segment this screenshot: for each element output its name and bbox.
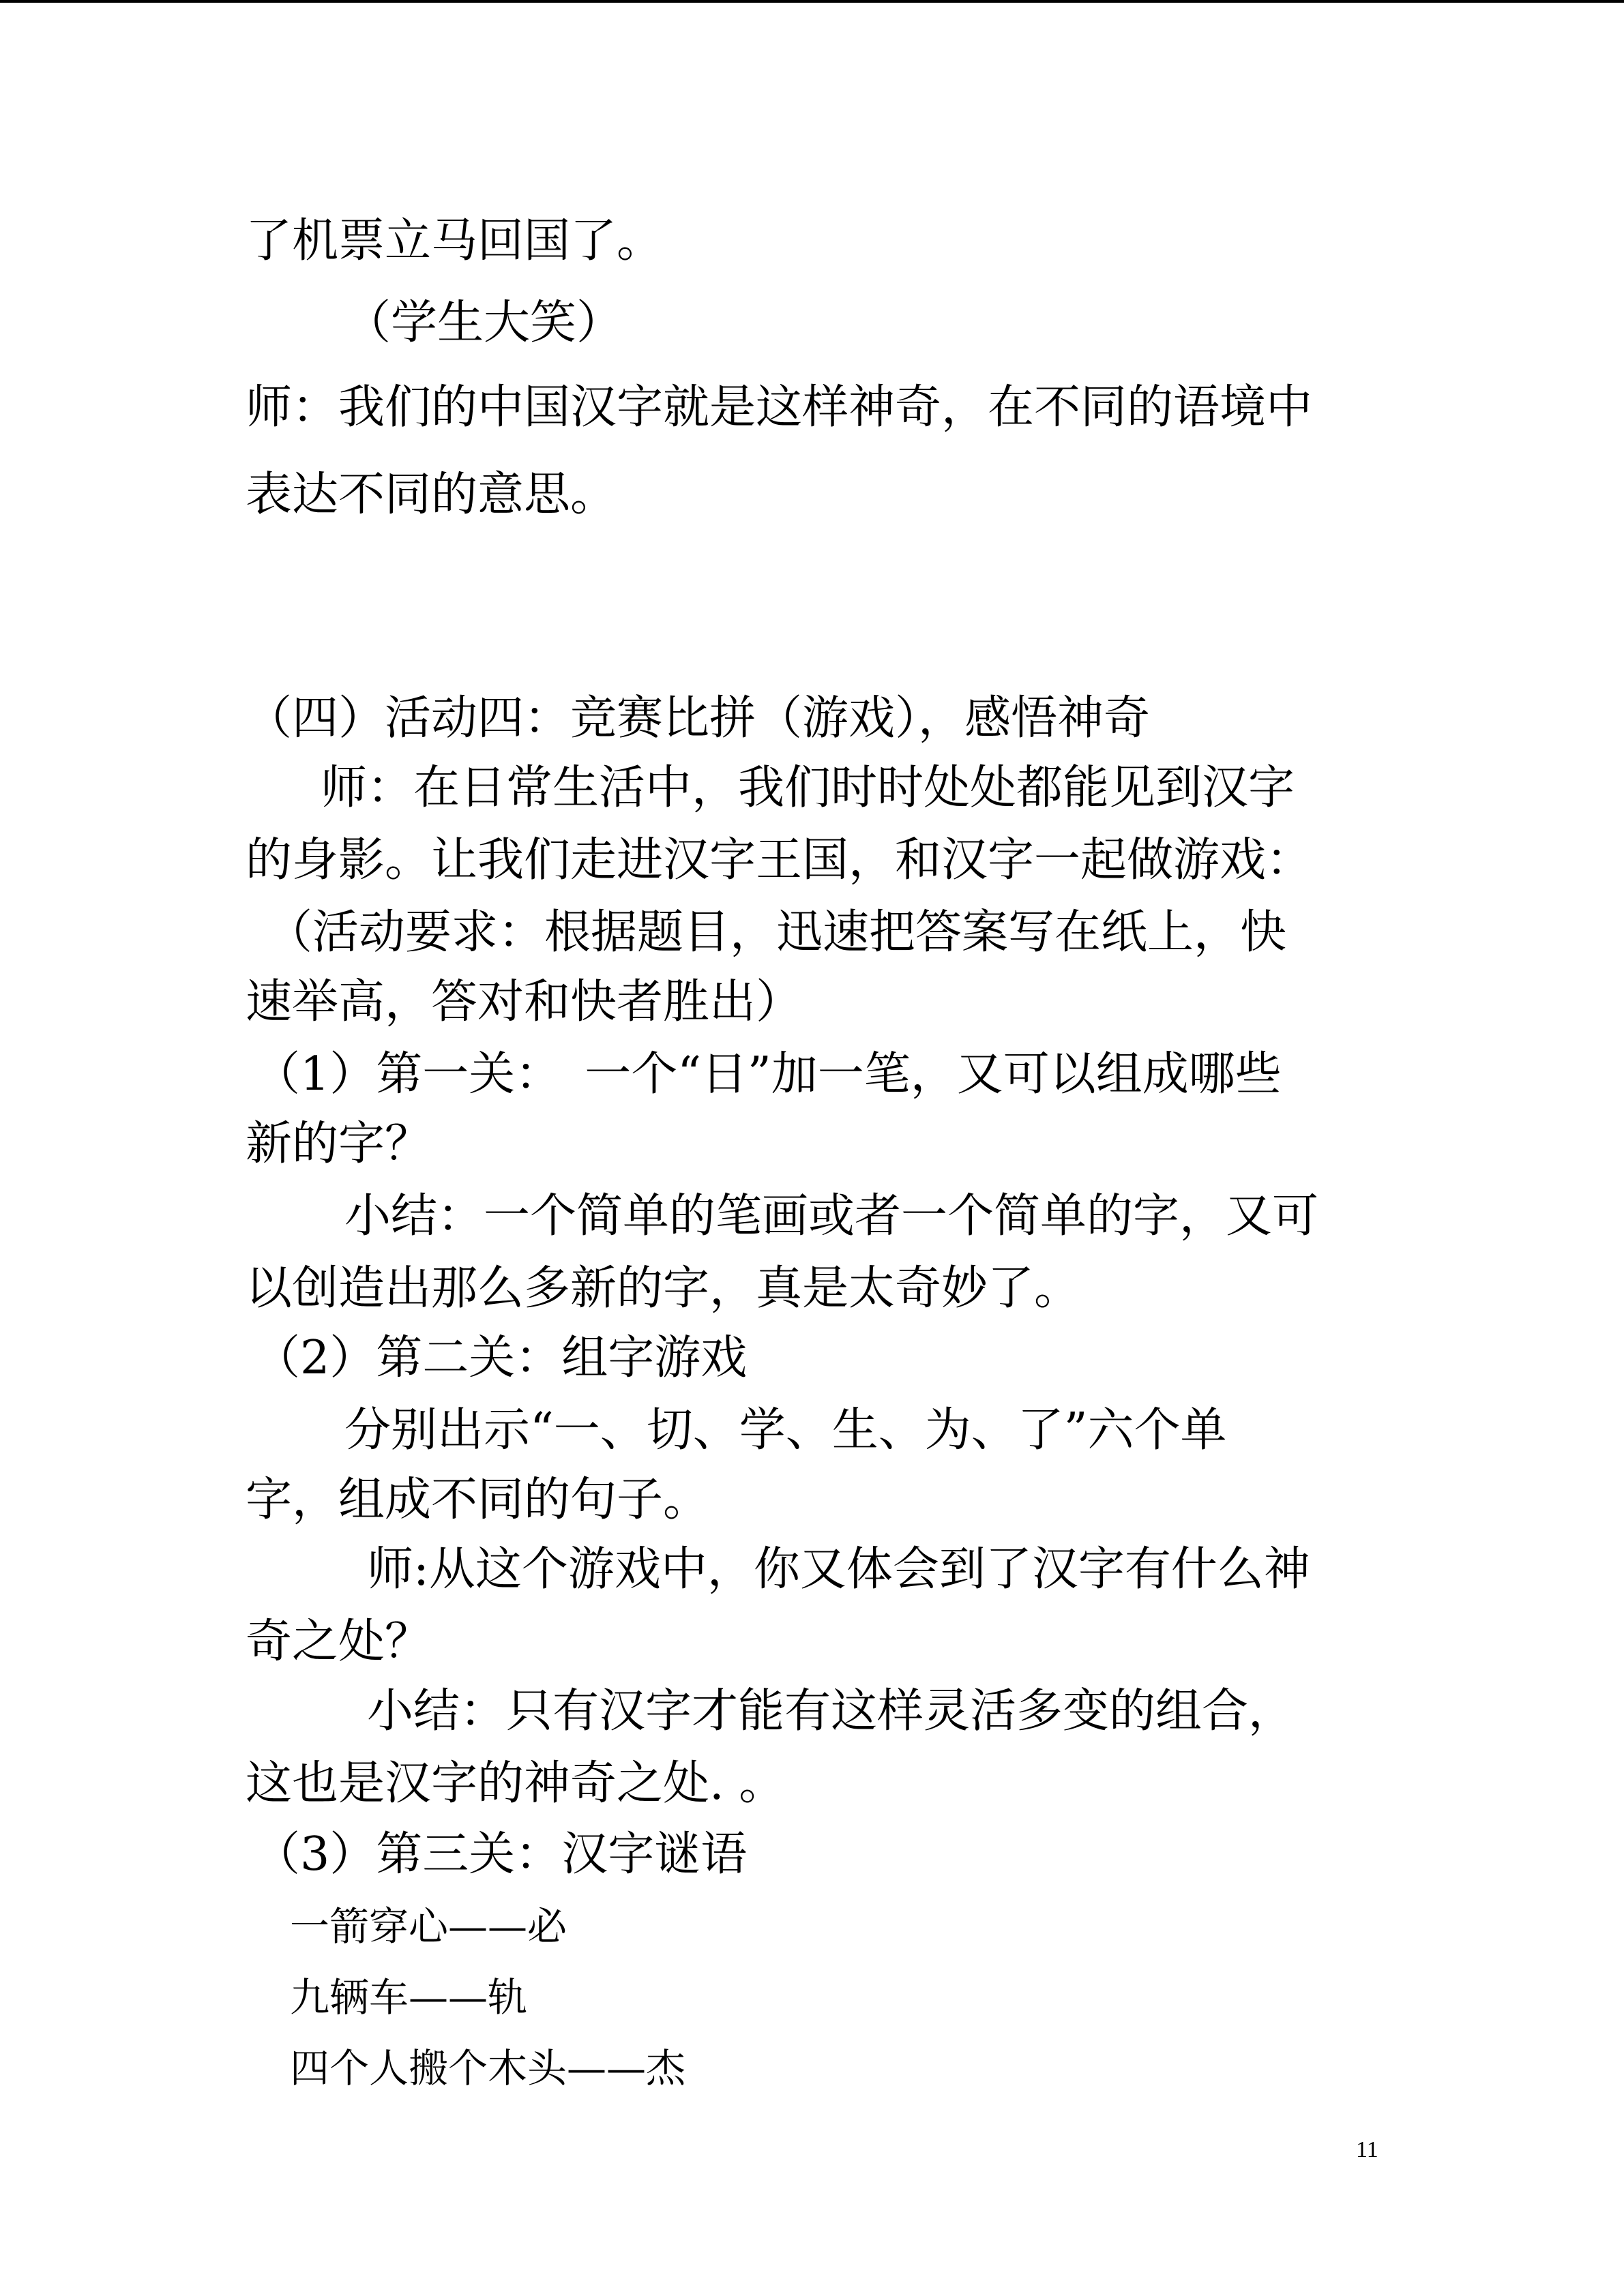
text-line: （1）第一关： 一个“日”加一笔，又可以组成哪些 xyxy=(254,1047,1282,1101)
text-line: 速举高，答对和快者胜出） xyxy=(246,975,803,1029)
riddle-line: 九辆车——轨 xyxy=(290,1974,528,2021)
text-line: 了机票立马回国了。 xyxy=(246,214,664,268)
text-line: （2）第二关：组字游戏 xyxy=(254,1331,748,1385)
text-line: 奇之处？ xyxy=(246,1615,432,1669)
riddle-line: 一箭穿心——必 xyxy=(290,1903,567,1950)
text-line: 小结：一个简单的笔画或者一个简单的字，又可 xyxy=(344,1189,1319,1243)
text-line: 师：我们的中国汉字就是这样神奇，在不同的语境中 xyxy=(246,381,1313,434)
text-line: 表达不同的意思。 xyxy=(246,468,617,522)
page-number: 11 xyxy=(1356,2137,1378,2162)
text-line: （学生大笑） xyxy=(344,296,623,350)
text-line: 字，组成不同的句子。 xyxy=(246,1473,710,1527)
section-heading: （四）活动四：竞赛比拼（游戏），感悟神奇 xyxy=(246,691,1151,745)
text-line: 师：在日常生活中，我们时时处处都能见到汉字 xyxy=(321,761,1295,815)
text-line: （3）第三关：汉字谜语 xyxy=(254,1828,748,1881)
text-line: 分别出示“一、切、学、生、为、了”六个单 xyxy=(344,1403,1227,1457)
riddle-line: 四个人搬个木头——杰 xyxy=(290,2045,686,2091)
text-line: 这也是汉字的神奇之处. 。 xyxy=(246,1757,786,1810)
text-line: 师:从这个游戏中，你又体会到了汉字有什么神 xyxy=(367,1542,1310,1596)
text-line: 小结：只有汉字才能有这样灵活多变的组合， xyxy=(367,1684,1295,1738)
text-line: 的身影。让我们走进汉字王国，和汉字一起做游戏： xyxy=(246,833,1313,887)
text-line: 以创造出那么多新的字，真是太奇妙了。 xyxy=(246,1262,1081,1315)
text-line: （活动要求：根据题目，迅速把答案写在纸上，快 xyxy=(266,906,1287,959)
text-line: 新的字？ xyxy=(246,1117,432,1171)
